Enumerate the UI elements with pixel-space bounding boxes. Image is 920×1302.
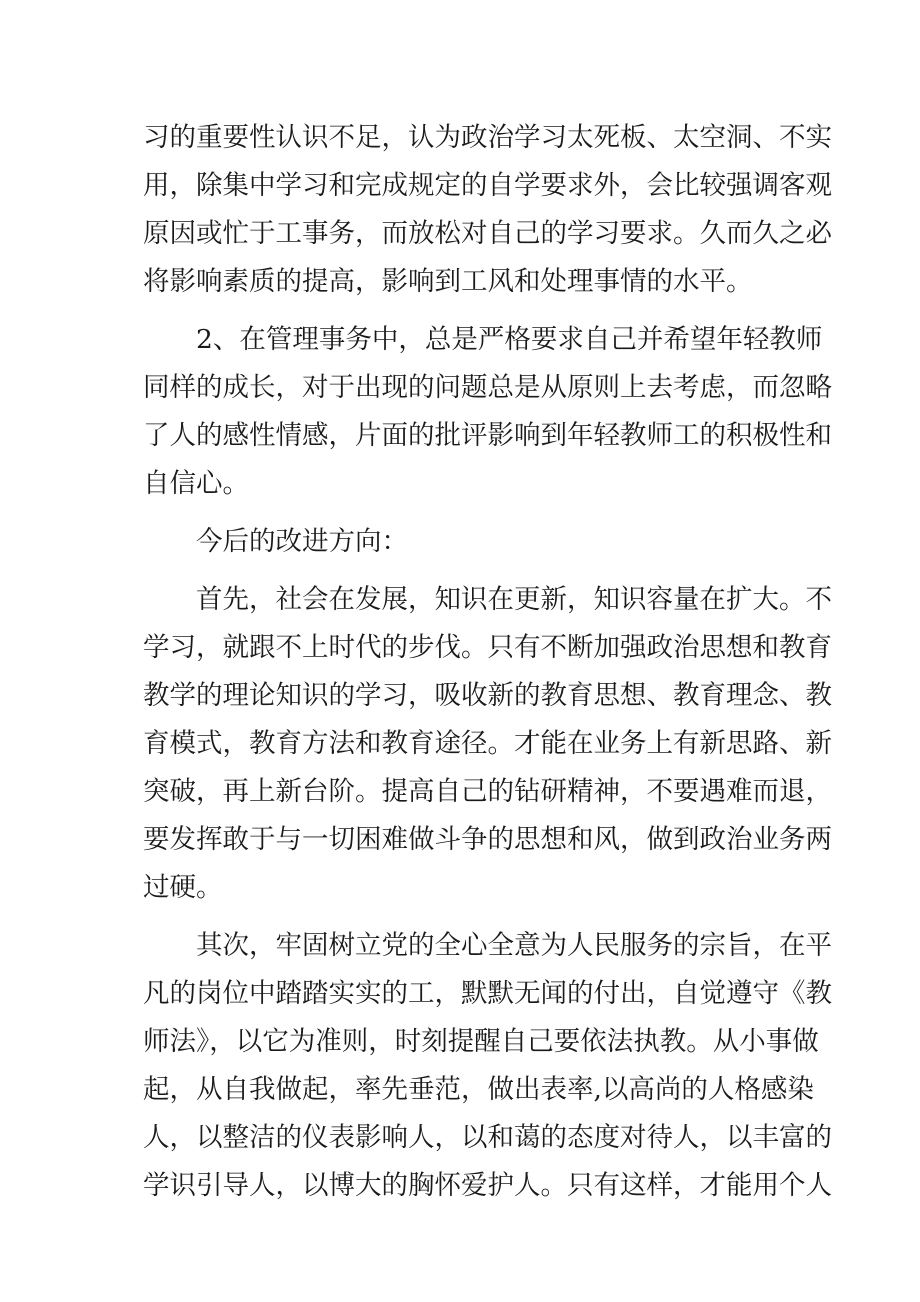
paragraph-line: 育模式，教育方法和教育途径。才能在业务上有新思路、新 bbox=[143, 728, 832, 759]
paragraph-line: 习的重要性认识不足，认为政治学习太死板、太空洞、不实 bbox=[143, 122, 832, 153]
paragraph-line: 人，以整洁的仪表影响人，以和蔼的态度对待人，以丰富的 bbox=[143, 1122, 832, 1153]
paragraph-line: 师法》，以它为准则，时刻提醒自己要依法执教。从小事做 bbox=[143, 1026, 819, 1057]
paragraph-line: 将影响素质的提高，影响到工风和处理事情的水平。 bbox=[143, 266, 753, 297]
paragraph-line: 同样的成长，对于出现的问题总是从原则上去考虑，而忽略 bbox=[143, 372, 832, 403]
paragraph-line: 自信心。 bbox=[143, 468, 249, 499]
paragraph-line: 2、在管理事务中，总是严格要求自己并希望年轻教师 bbox=[196, 324, 823, 355]
paragraph-line: 首先，社会在发展，知识在更新，知识容量在扩大。不 bbox=[196, 584, 832, 615]
paragraph-line: 原因或忙于工事务，而放松对自己的学习要求。久而久之必 bbox=[143, 218, 832, 249]
paragraph-line: 过硬。 bbox=[143, 872, 223, 903]
document-body bbox=[143, 114, 832, 1210]
paragraph-line: 教学的理论知识的学习，吸收新的教育思想、教育理念、教 bbox=[143, 680, 832, 711]
paragraph-line: 学习，就跟不上时代的步伐。只有不断加强政治思想和教育 bbox=[143, 632, 832, 663]
paragraph-line: 凡的岗位中踏踏实实的工，默默无闻的付出，自觉遵守《教 bbox=[143, 978, 832, 1009]
paragraph-line: 学识引导人，以博大的胸怀爱护人。只有这样，才能用个人 bbox=[143, 1170, 832, 1201]
paragraph-line: 突破，再上新台阶。提高自己的钻研精神，不要遇难而退， bbox=[143, 776, 832, 807]
paragraph-line: 用，除集中学习和完成规定的自学要求外，会比较强调客观 bbox=[143, 170, 832, 201]
paragraph-line: 了人的感性情感，片面的批评影响到年轻教师工的积极性和 bbox=[143, 420, 832, 451]
paragraph-line: 起，从自我做起，率先垂范，做出表率,以高尚的人格感染 bbox=[143, 1074, 814, 1105]
section-heading: 今后的改进方向： bbox=[196, 526, 408, 557]
paragraph-line: 其次，牢固树立党的全心全意为人民服务的宗旨，在平 bbox=[196, 930, 832, 961]
paragraph-line: 要发挥敢于与一切困难做斗争的思想和风，做到政治业务两 bbox=[143, 824, 832, 855]
